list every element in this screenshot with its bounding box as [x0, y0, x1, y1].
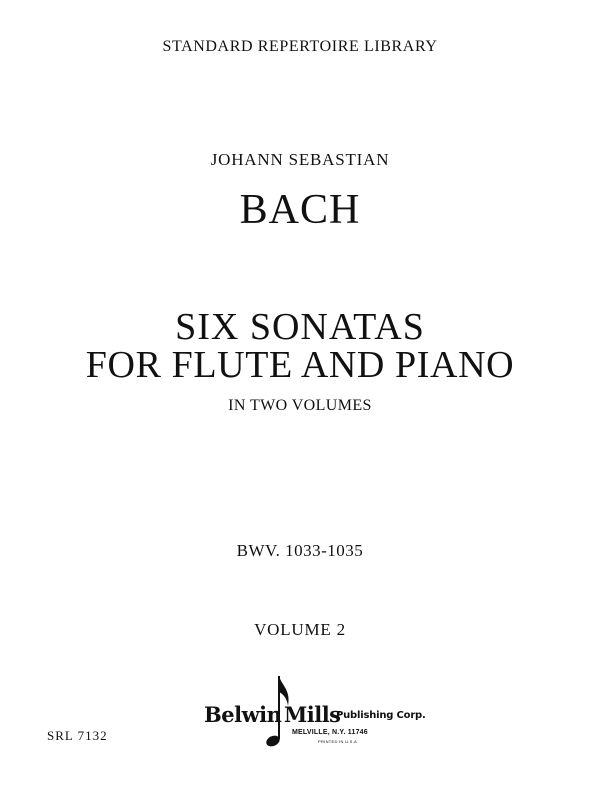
composer-surname: BACH	[239, 187, 361, 233]
edition-number: SRL 7132	[47, 728, 108, 743]
publisher-name-part-2: Mills	[284, 702, 341, 727]
printed-in-label: PRINTED IN U.S.A.	[318, 739, 359, 744]
publisher-suffix: Publishing Corp.	[336, 710, 426, 721]
publisher-address: MELVILLE, N.Y. 11746	[292, 729, 368, 736]
work-subtitle: IN TWO VOLUMES	[228, 397, 372, 414]
publisher-logo	[200, 672, 440, 752]
volume-label: VOLUME 2	[254, 620, 346, 639]
catalog-number: BWV. 1033-1035	[236, 541, 364, 560]
composer-given-names: JOHANN SEBASTIAN	[210, 150, 390, 169]
publisher-name-part-1: Belwin	[204, 702, 282, 727]
work-title-line-1: SIX SONATAS	[175, 306, 425, 348]
series-title: STANDARD REPERTOIRE LIBRARY	[162, 38, 438, 55]
work-title-line-2: FOR FLUTE AND PIANO	[85, 344, 515, 386]
